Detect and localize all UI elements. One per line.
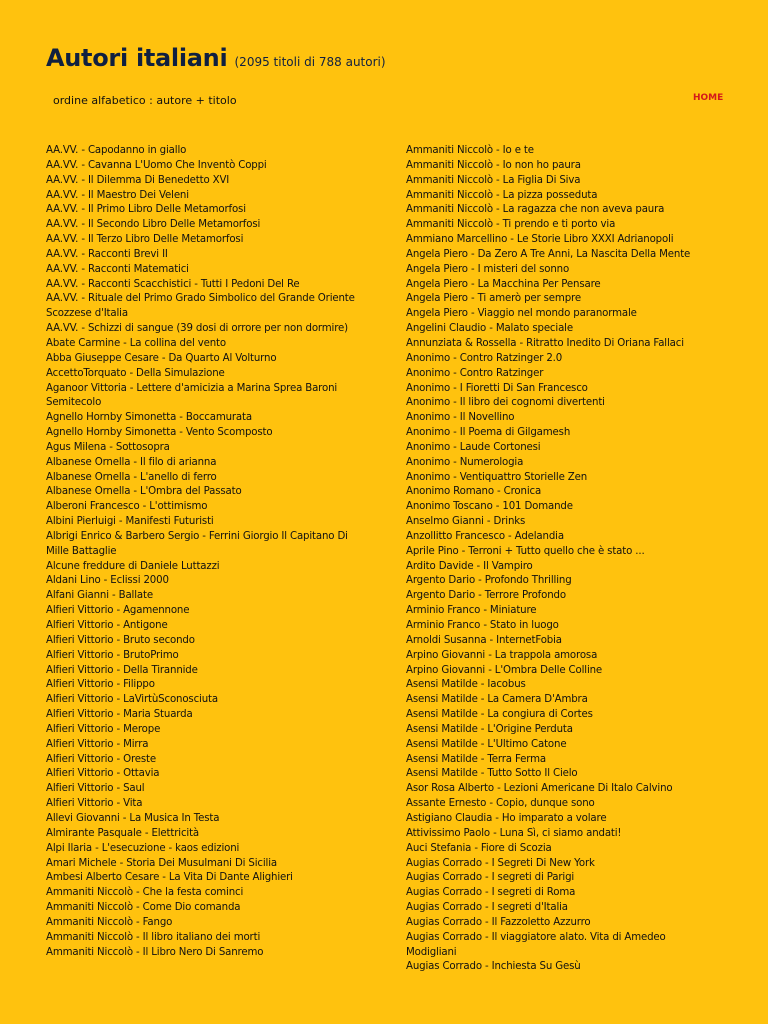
title-list-item[interactable]: Argento Dario - Profondo Thrilling	[406, 575, 572, 587]
title-list-item[interactable]: Anonimo - Numerologia	[406, 456, 524, 468]
title-list-item[interactable]: Augias Corrado - I segreti di Roma	[406, 887, 576, 899]
title-list-item[interactable]: Anonimo - Il Novellino	[406, 412, 515, 424]
title-list-item[interactable]: Anonimo - Laude Cortonesi	[406, 441, 541, 453]
title-list-item[interactable]: AA.VV. - Racconti Scacchistici - Tutti I Pedoni Del Re	[46, 278, 300, 290]
title-list-item[interactable]: Alberoni Francesco - L'ottimismo	[46, 501, 208, 513]
title-list-item[interactable]: AA.VV. - Racconti Matematici	[46, 263, 189, 275]
title-list-item[interactable]: Abba Giuseppe Cesare - Da Quarto Al Volturno	[46, 352, 277, 364]
title-list-item[interactable]: Augias Corrado - Inchiesta Su Gesù	[406, 961, 581, 973]
title-list-item[interactable]: Albanese Ornella - L'Ombra del Passato	[46, 486, 242, 498]
title-list-item[interactable]: Allevi Giovanni - La Musica In Testa	[46, 812, 220, 824]
title-list-item[interactable]: Anonimo - Contro Ratzinger	[406, 367, 544, 379]
title-list-item[interactable]: AA.VV. - Il Secondo Libro Delle Metamorfosi	[46, 219, 261, 231]
title-list-item[interactable]: AA.VV. - Il Terzo Libro Delle Metamorfosi	[46, 234, 244, 246]
title-list-item[interactable]: Albini Pierluigi - Manifesti Futuristi	[46, 516, 214, 528]
title-list-item[interactable]: Argento Dario - Terrore Profondo	[406, 590, 566, 602]
title-list-item[interactable]: Ammaniti Niccolò - Io non ho paura	[406, 159, 581, 171]
title-list-item[interactable]: Alfieri Vittorio - Saul	[46, 783, 145, 795]
title-list-item[interactable]: Alfieri Vittorio - Della Tirannide	[46, 664, 198, 676]
title-list-item[interactable]: AA.VV. - Racconti Brevi II	[46, 248, 168, 260]
title-list-item[interactable]: Arpino Giovanni - L'Ombra Delle Colline	[406, 664, 603, 676]
title-list-left	[46, 144, 358, 960]
title-list-item[interactable]: Ammaniti Niccolò - La ragazza che non aveva paura	[406, 204, 665, 216]
title-list-item[interactable]: Alfieri Vittorio - Vita	[46, 798, 143, 810]
title-list-item[interactable]: Ammaniti Niccolò - Io e te	[406, 145, 534, 156]
title-list-item[interactable]: Ammaniti Niccolò - Come Dio comanda	[46, 902, 241, 914]
title-list-item[interactable]: Alfieri Vittorio - Bruto secondo	[46, 634, 195, 646]
title-list-item[interactable]: Anzollitto Francesco - Adelandia	[406, 530, 564, 542]
title-list-item[interactable]: Augias Corrado - Il Fazzoletto Azzurro	[406, 916, 591, 928]
title-list-item[interactable]: Arminio Franco - Miniature	[406, 605, 537, 617]
title-list-item[interactable]: Arnoldi Susanna - InternetFobia	[406, 634, 562, 646]
title-list-item[interactable]: Angela Piero - Ti amerò per sempre	[406, 293, 581, 305]
page-title	[46, 44, 386, 72]
title-list-item[interactable]: AA.VV. - Rituale del Primo Grado Simbolico del Grande Oriente Scozzese d'Italia	[46, 293, 355, 320]
title-list-item[interactable]: Angela Piero - Viaggio nel mondo paranormale	[406, 308, 637, 320]
title-list-item[interactable]: Alfieri Vittorio - Agamennone	[46, 605, 190, 617]
title-list-item[interactable]: Alfieri Vittorio - BrutoPrimo	[46, 649, 179, 661]
title-list-item[interactable]: Ambesi Alberto Cesare - La Vita Di Dante Alighieri	[46, 872, 293, 884]
title-list-item[interactable]: Asensi Matilde - Terra Ferma	[406, 753, 546, 765]
title-count: (2095 titoli di 788 autori)	[234, 55, 386, 69]
title-list-item[interactable]: Ammaniti Niccolò - Fango	[46, 916, 173, 928]
title-list-item[interactable]: Anonimo - Ventiquattro Storielle Zen	[406, 471, 588, 483]
title-list-item[interactable]: Asor Rosa Alberto - Lezioni Americane Di Italo Calvino	[406, 783, 673, 795]
title-list-item[interactable]: Ammaniti Niccolò - Il Libro Nero Di Sanremo	[46, 946, 264, 958]
title-list-item[interactable]: Alfani Gianni - Ballate	[46, 590, 153, 602]
title-list-item[interactable]: Anselmo Gianni - Drinks	[406, 516, 526, 528]
title-list-item[interactable]: Aprile Pino - Terroni + Tutto quello che è stato ...	[406, 545, 645, 557]
title-list-item[interactable]: Anonimo Romano - Cronica	[406, 486, 542, 498]
title-list-item[interactable]: Alfieri Vittorio - Antigone	[46, 620, 168, 631]
title-list-item[interactable]: Angela Piero - Da Zero A Tre Anni, La Nascita Della Mente	[406, 248, 691, 260]
title-list-item[interactable]: Anonimo - Il libro dei cognomi divertenti	[406, 397, 605, 409]
title-list-item[interactable]: Agus Milena - Sottosopra	[46, 441, 170, 453]
title-list-item[interactable]: Alfieri Vittorio - Merope	[46, 723, 161, 735]
title-list-item[interactable]: Amari Michele - Storia Dei Musulmani Di Sicilia	[46, 857, 277, 869]
title-list-right	[406, 144, 718, 975]
title-list-item[interactable]: Asensi Matilde - Tutto Sotto Il Cielo	[406, 768, 578, 780]
title-list-item[interactable]: Annunziata & Rossella - Ritratto Inedito Di Oriana Fallaci	[406, 337, 684, 349]
title-list-item[interactable]: Alfieri Vittorio - Mirra	[46, 738, 149, 750]
sort-order-label: ordine alfabetico : autore + titolo	[53, 94, 237, 107]
title-list-item[interactable]: Assante Ernesto - Copio, dunque sono	[406, 798, 595, 810]
title-list-item[interactable]: AA.VV. - Cavanna L'Uomo Che Inventò Coppi	[46, 159, 267, 171]
title-list-item[interactable]: Asensi Matilde - Iacobus	[406, 679, 526, 691]
title-list-item[interactable]: Albanese Ornella - L'anello di ferro	[46, 471, 217, 483]
title-list-item[interactable]: Alfieri Vittorio - LaVirtùSconosciuta	[46, 694, 218, 706]
title-list-item[interactable]: Ammiano Marcellino - Le Storie Libro XXXI Adrianopoli	[406, 234, 674, 246]
title-list-item[interactable]: Augias Corrado - I segreti di Parigi	[406, 872, 575, 884]
title-list-item[interactable]: Alfieri Vittorio - Maria Stuarda	[46, 709, 193, 721]
title-list-item[interactable]: Asensi Matilde - L'Ultimo Catone	[406, 738, 567, 750]
title-list-item[interactable]: Asensi Matilde - La Camera D'Ambra	[406, 694, 588, 706]
title-list-item[interactable]: Alfieri Vittorio - Oreste	[46, 753, 157, 765]
title-list-item[interactable]: Augias Corrado - I Segreti Di New York	[406, 857, 595, 869]
title-list-item[interactable]: Alpi Ilaria - L'esecuzione - kaos edizioni	[46, 842, 240, 854]
title-list-item[interactable]: AccettoTorquato - Della Simulazione	[46, 367, 225, 379]
title-list-item[interactable]: Astigiano Claudia - Ho imparato a volare	[406, 812, 607, 824]
title-list-item[interactable]: Asensi Matilde - La congiura di Cortes	[406, 709, 593, 721]
home-link[interactable]: HOME	[693, 93, 724, 103]
title-list-item[interactable]: Ammaniti Niccolò - Ti prendo e ti porto via	[406, 219, 616, 231]
title-list-item[interactable]: Augias Corrado - I segreti d'Italia	[406, 902, 568, 914]
title-list-item[interactable]: Abate Carmine - La collina del vento	[46, 337, 226, 349]
title-list-item[interactable]: Agnello Hornby Simonetta - Vento Scomposto	[46, 427, 273, 439]
title-list-item[interactable]: Auci Stefania - Fiore di Scozia	[406, 842, 552, 854]
title-list-item[interactable]: Ardito Davide - Il Vampiro	[406, 560, 533, 572]
title-list-item[interactable]: Agnello Hornby Simonetta - Boccamurata	[46, 412, 252, 424]
title-list-item[interactable]: AA.VV. - Il Maestro Dei Veleni	[46, 189, 189, 201]
title-list-item[interactable]: Anonimo - Il Poema di Gilgamesh	[406, 427, 571, 439]
title-list-item[interactable]: Albrigi Enrico & Barbero Sergio - Ferrini Giorgio Il Capitano Di Mille Battaglie	[46, 530, 348, 557]
title-list-item[interactable]: Angela Piero - La Macchina Per Pensare	[406, 278, 601, 290]
title-list-item[interactable]: Augias Corrado - Il viaggiatore alato. Vita di Amedeo Modigliani	[406, 931, 666, 958]
title-list-item[interactable]: AA.VV. - Il Dilemma Di Benedetto XVI	[46, 174, 230, 186]
title-list-item[interactable]: Ammaniti Niccolò - La pizza posseduta	[406, 189, 598, 201]
title-list-item[interactable]: Ammaniti Niccolò - Il libro italiano dei morti	[46, 931, 261, 943]
title-list-item[interactable]: Almirante Pasquale - Elettricità	[46, 827, 200, 839]
title-list-item[interactable]: Anonimo - I Fioretti Di San Francesco	[406, 382, 588, 394]
title-list-item[interactable]: Arminio Franco - Stato in luogo	[406, 620, 559, 631]
title-list-item[interactable]: Attivissimo Paolo - Luna Sì, ci siamo andati!	[406, 827, 622, 839]
title-list-item[interactable]: AA.VV. - Capodanno in giallo	[46, 145, 187, 156]
title-list-item[interactable]: Anonimo - Contro Ratzinger 2.0	[406, 352, 563, 364]
title-list-item[interactable]: Anonimo Toscano - 101 Domande	[406, 501, 573, 513]
title-list-item[interactable]: Arpino Giovanni - La trappola amorosa	[406, 649, 598, 661]
title-list-item[interactable]: AA.VV. - Schizzi di sangue (39 dosi di orrore per non dormire)	[46, 323, 348, 335]
title-main: Autori italiani	[46, 44, 228, 72]
title-list-item[interactable]: AA.VV. - Il Primo Libro Delle Metamorfosi	[46, 204, 246, 216]
title-list-item[interactable]: Ammaniti Niccolò - Che la festa cominci	[46, 887, 244, 899]
title-list-item[interactable]: Ammaniti Niccolò - La Figlia Di Siva	[406, 174, 581, 186]
title-list-item[interactable]: Aganoor Vittoria - Lettere d'amicizia a Marina Sprea Baroni Semitecolo	[46, 382, 338, 409]
title-list-item[interactable]: Alfieri Vittorio - Ottavia	[46, 768, 160, 780]
title-list-item[interactable]: Asensi Matilde - L'Origine Perduta	[406, 723, 573, 735]
title-list-item[interactable]: Angela Piero - I misteri del sonno	[406, 263, 570, 275]
title-list-item[interactable]: Aldani Lino - Eclissi 2000	[46, 575, 169, 587]
title-list-item[interactable]: Albanese Ornella - Il filo di arianna	[46, 456, 217, 468]
title-list-item[interactable]: Alcune freddure di Daniele Luttazzi	[46, 560, 220, 572]
title-list-item[interactable]: Angelini Claudio - Malato speciale	[406, 323, 573, 335]
title-list-item[interactable]: Alfieri Vittorio - Filippo	[46, 679, 155, 691]
